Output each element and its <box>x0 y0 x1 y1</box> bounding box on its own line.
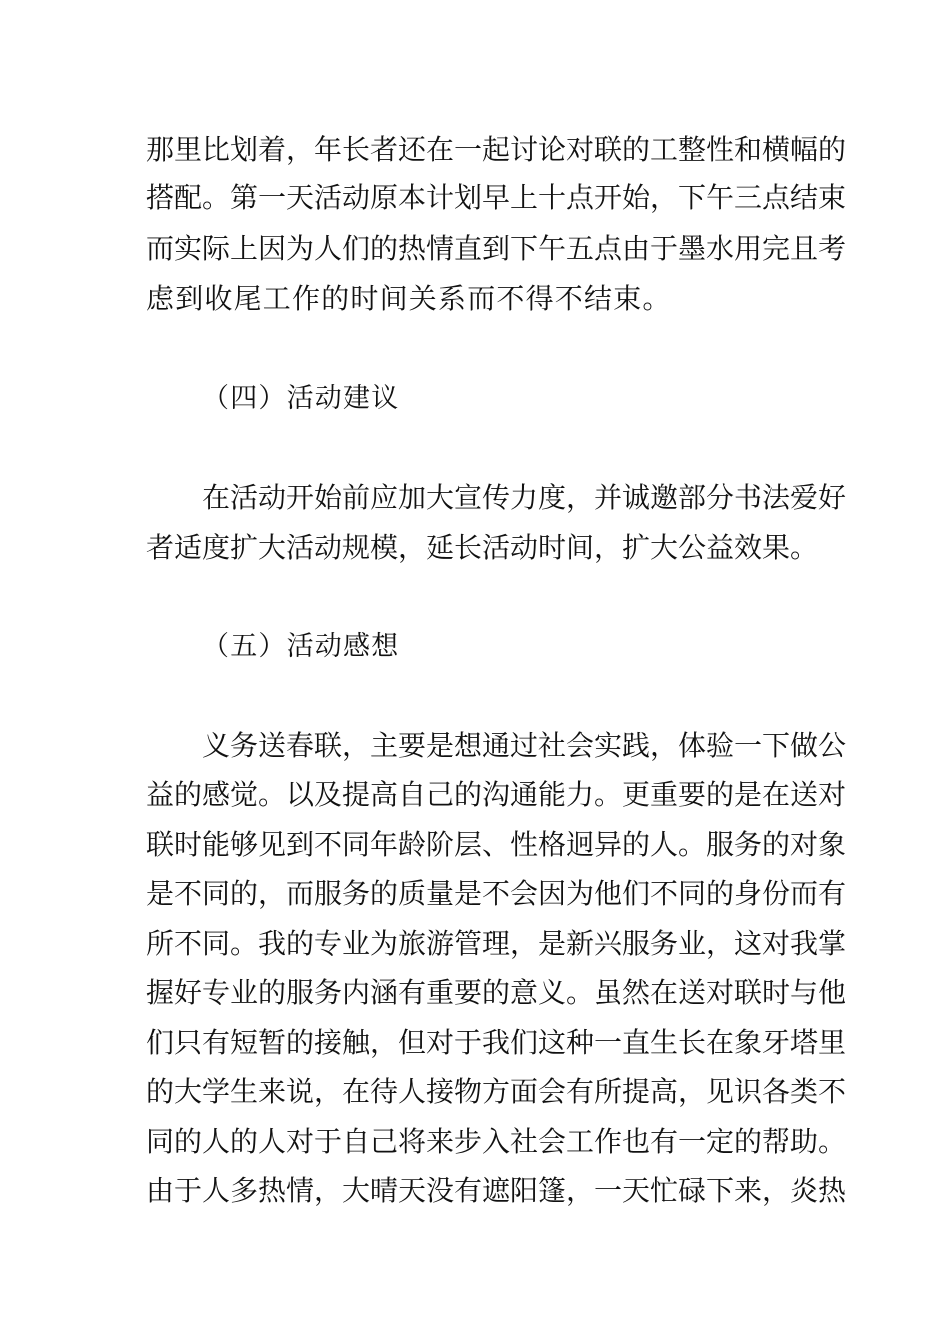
section-heading-reflections: （五）活动感想 <box>202 631 400 662</box>
paragraph-line: 们只有短暂的接触，但对于我们这种一直生长在象牙塔里 <box>146 1026 847 1059</box>
paragraph-line: 而实际上因为人们的热情直到下午五点由于墨水用完且考 <box>146 232 847 265</box>
paragraph-line: 由于人多热情，大晴天没有遮阳篷，一天忙碌下来，炎热 <box>146 1174 847 1207</box>
paragraph-line: 的大学生来说，在待人接物方面会有所提高，见识各类不 <box>146 1075 847 1108</box>
paragraph-line: 益的感觉。以及提高自己的沟通能力。更重要的是在送对 <box>146 778 847 811</box>
paragraph-line: 者适度扩大活动规模，延长活动时间，扩大公益效果。 <box>146 531 819 564</box>
paragraph-line: 虑到收尾工作的时间关系而不得不结束。 <box>146 282 672 315</box>
section-heading-suggestions: （四）活动建议 <box>202 383 400 414</box>
paragraph-line: 同的人的人对于自己将来步入社会工作也有一定的帮助。 <box>146 1125 847 1158</box>
paragraph-line: 联时能够见到不同年龄阶层、性格迥异的人。服务的对象 <box>146 828 847 861</box>
paragraph-line: 所不同。我的专业为旅游管理，是新兴服务业，这对我掌 <box>146 927 847 960</box>
paragraph-line: 那里比划着，年长者还在一起讨论对联的工整性和横幅的 <box>146 133 847 166</box>
paragraph-line: 握好专业的服务内涵有重要的意义。虽然在送对联时与他 <box>146 976 847 1009</box>
paragraph-line: 是不同的，而服务的质量是不会因为他们不同的身份而有 <box>146 877 847 910</box>
paragraph-line: 在活动开始前应加大宣传力度，并诚邀部分书法爱好 <box>202 481 847 514</box>
paragraph-line: 搭配。第一天活动原本计划早上十点开始，下午三点结束 <box>146 181 847 214</box>
paragraph-line: 义务送春联，主要是想通过社会实践，体验一下做公 <box>202 729 847 762</box>
